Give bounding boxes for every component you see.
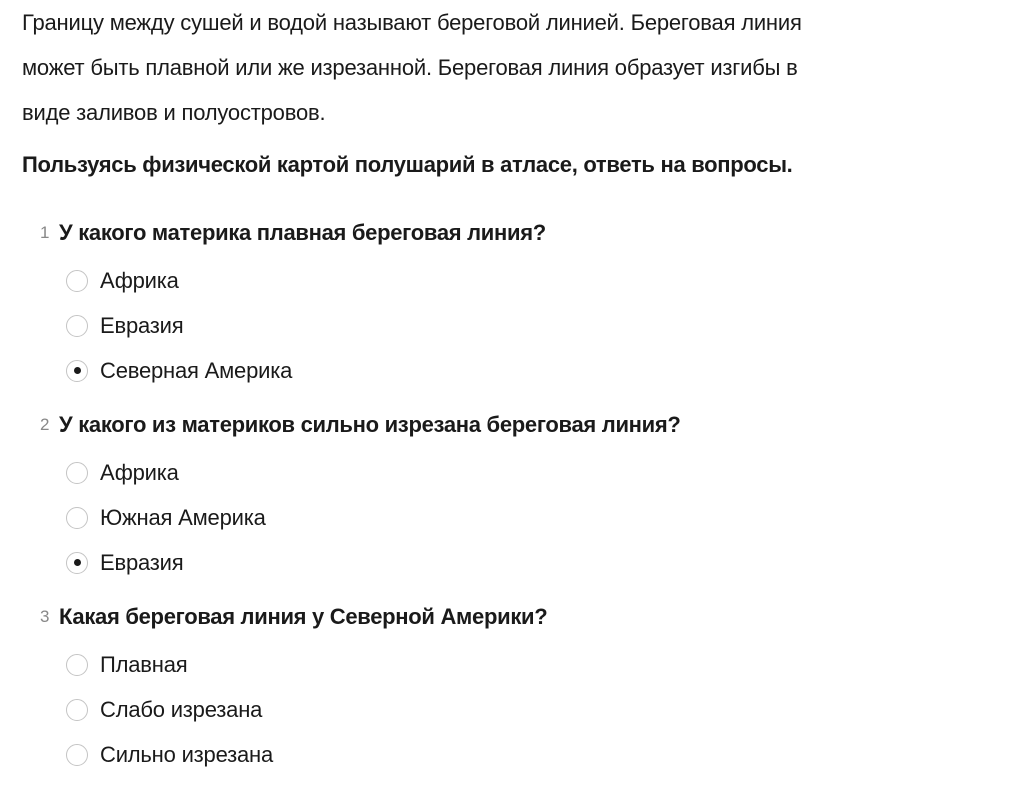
option-label: Евразия	[100, 549, 184, 575]
radio-button[interactable]	[66, 654, 88, 676]
option-label: Евразия	[100, 312, 184, 338]
option-label: Африка	[100, 459, 179, 485]
option-label: Слабо изрезана	[100, 696, 263, 722]
question-3	[40, 597, 940, 777]
option-label: Африка	[100, 267, 179, 293]
intro-line: может быть плавной или же изрезанной. Береговая линия образует изгибы в	[22, 55, 798, 80]
answer-option[interactable]	[40, 450, 940, 495]
question-1	[40, 213, 940, 393]
answer-options	[40, 642, 940, 777]
radio-button-selected[interactable]	[66, 552, 88, 574]
question-text: У какого из материков сильно изрезана береговая линия?	[59, 412, 681, 437]
answer-option[interactable]	[40, 348, 940, 393]
question-number: 1	[40, 223, 50, 242]
radio-button[interactable]	[66, 744, 88, 766]
intro-line: виде заливов и полуостровов.	[22, 100, 326, 125]
question-header	[40, 213, 940, 253]
answer-option[interactable]	[40, 303, 940, 348]
intro-line: Границу между сушей и водой называют береговой линией. Береговая линия	[22, 10, 802, 35]
answer-option[interactable]	[40, 258, 940, 303]
question-header	[40, 405, 940, 445]
answer-option[interactable]	[40, 732, 940, 777]
answer-options	[40, 258, 940, 393]
question-number: 2	[40, 415, 50, 434]
option-label: Северная Америка	[100, 357, 293, 383]
radio-button[interactable]	[66, 462, 88, 484]
question-text: Какая береговая линия у Северной Америки?	[59, 604, 548, 629]
option-label: Южная Америка	[100, 504, 266, 530]
question-text: У какого материка плавная береговая линия?	[59, 220, 546, 245]
answer-options	[40, 450, 940, 585]
radio-button[interactable]	[66, 699, 88, 721]
answer-option[interactable]	[40, 687, 940, 732]
answer-option[interactable]	[40, 495, 940, 540]
answer-option[interactable]	[40, 540, 940, 585]
radio-button[interactable]	[66, 507, 88, 529]
radio-button-selected[interactable]	[66, 360, 88, 382]
answer-option[interactable]	[40, 642, 940, 687]
radio-button[interactable]	[66, 315, 88, 337]
option-label: Сильно изрезана	[100, 741, 274, 767]
question-number: 3	[40, 607, 50, 626]
question-header	[40, 597, 940, 637]
radio-button[interactable]	[66, 270, 88, 292]
question-2	[40, 405, 940, 585]
intro-paragraph	[22, 0, 902, 135]
instruction-text: Пользуясь физической картой полушарий в атласе, ответь на вопросы.	[22, 152, 793, 177]
option-label: Плавная	[100, 651, 188, 677]
